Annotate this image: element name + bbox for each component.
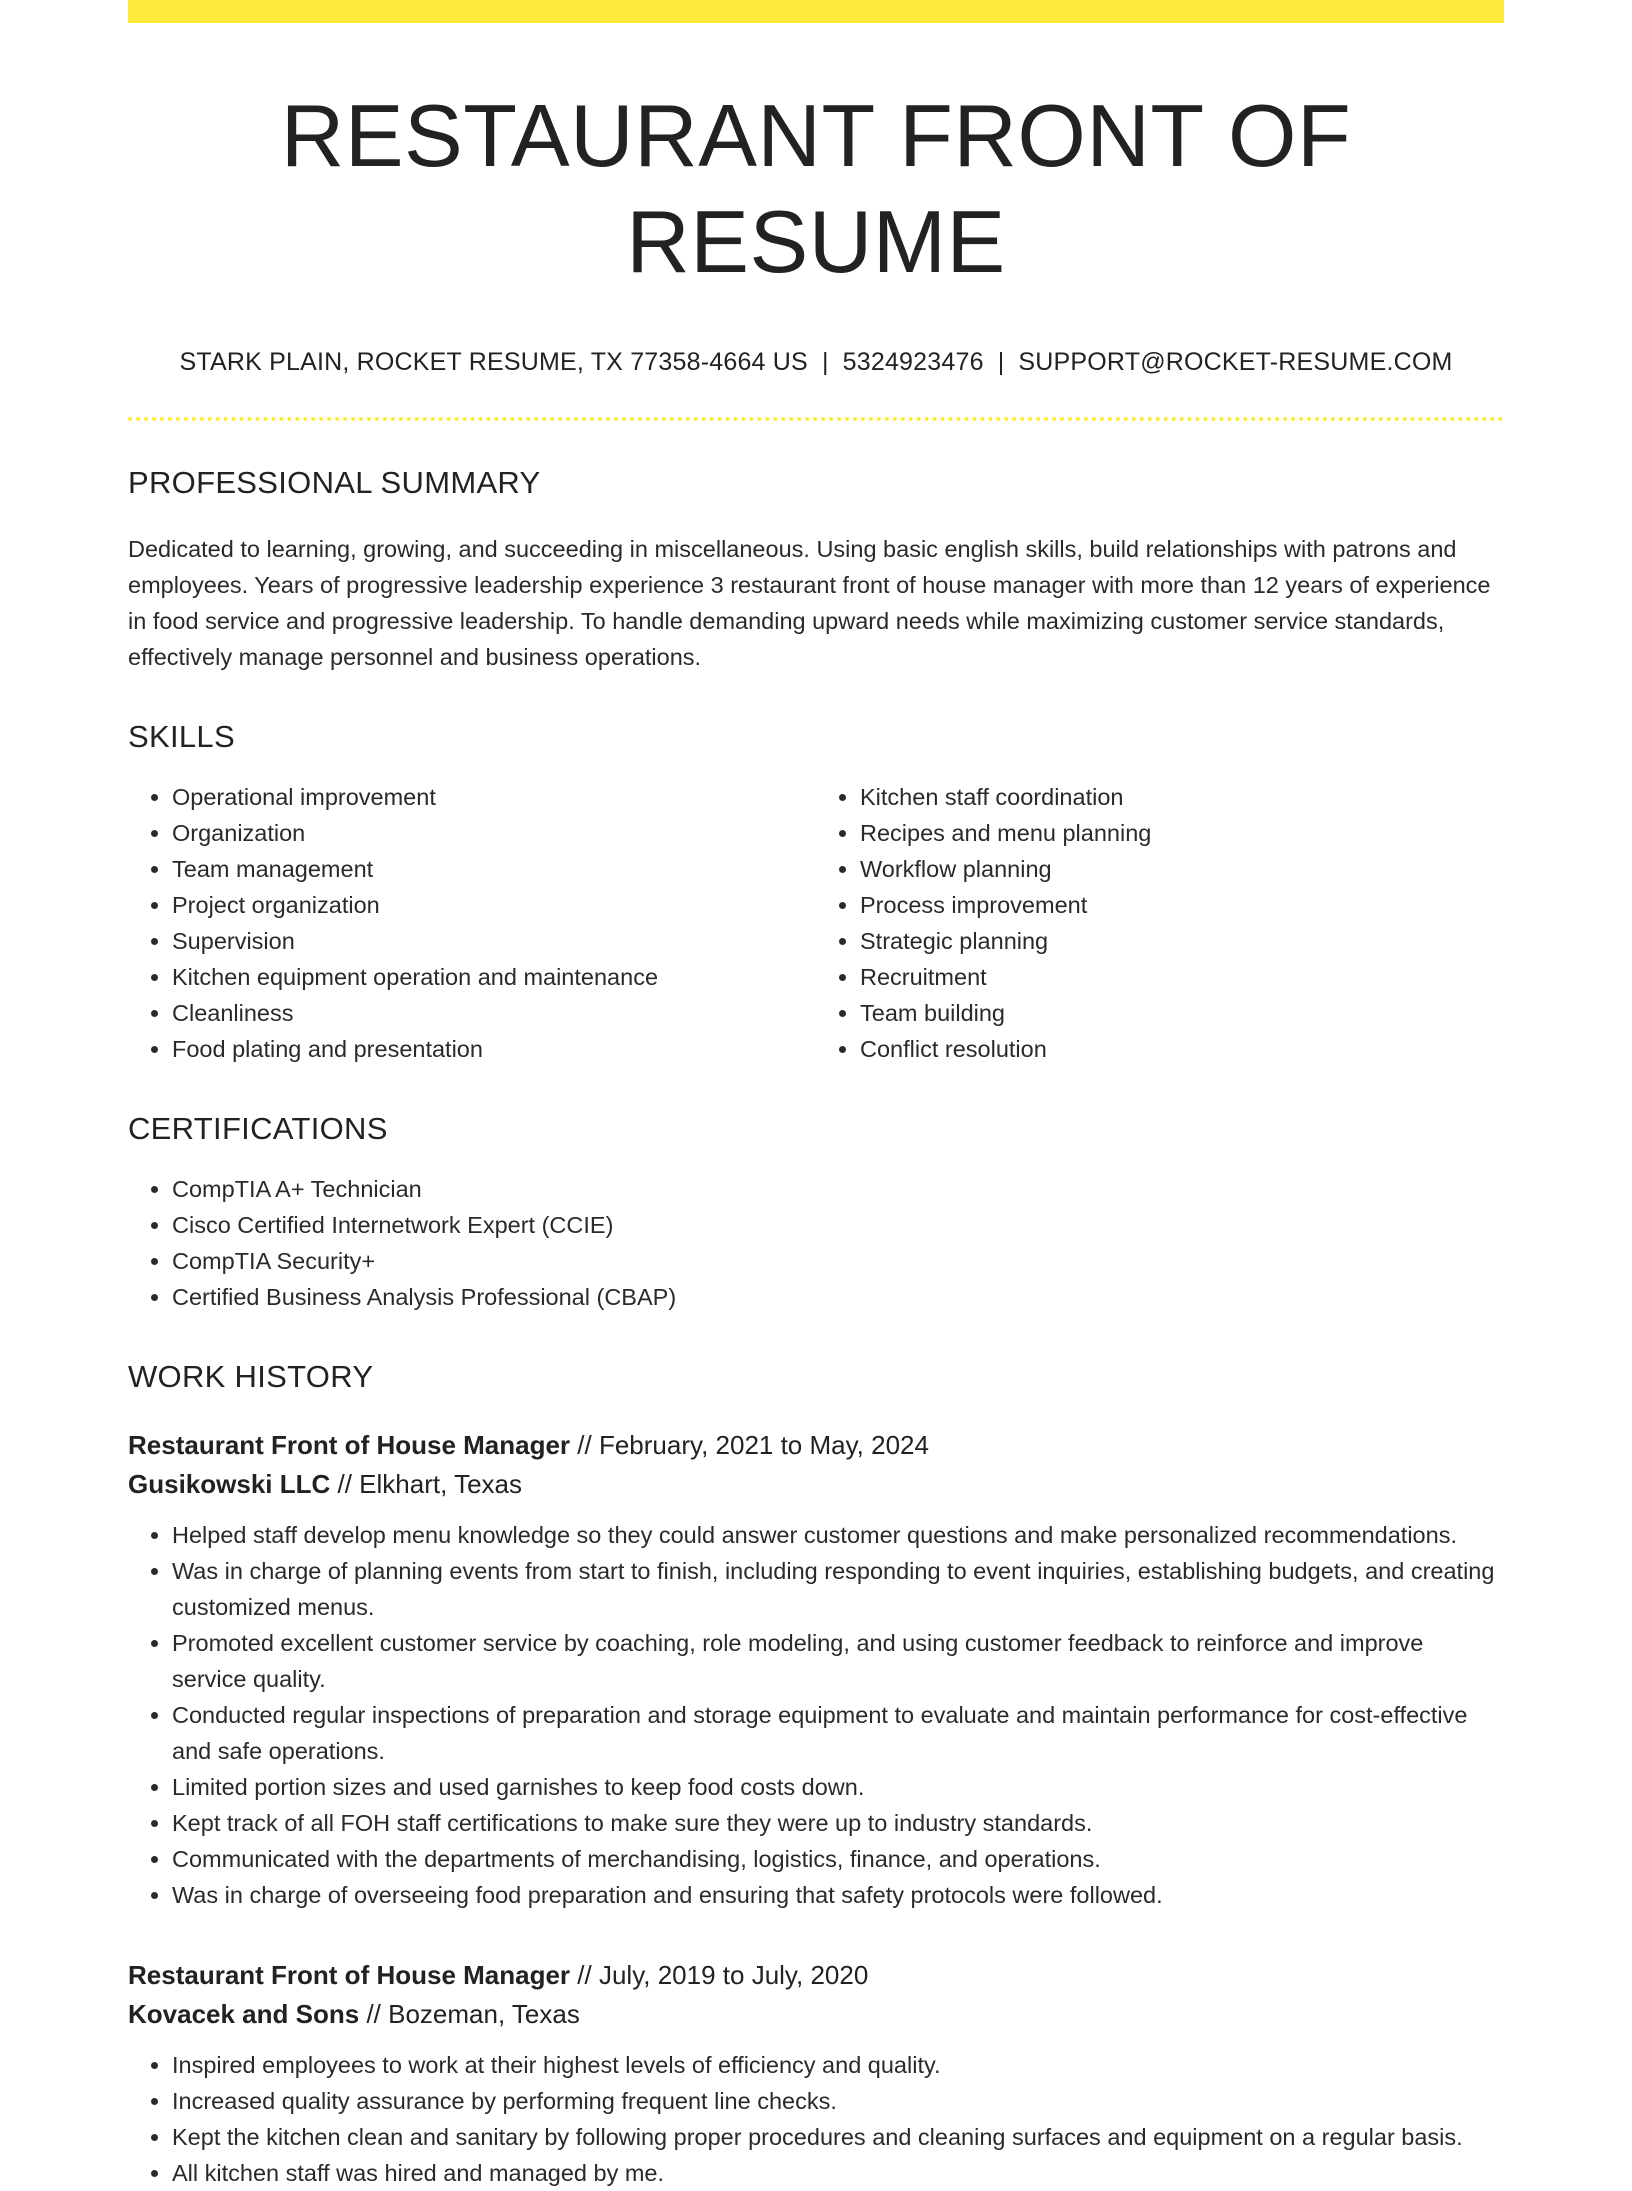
job-bullet: • Limited portion sizes and used garnishes to keep food costs down.	[172, 1769, 1504, 1805]
job-bullet: • Kept the kitchen clean and sanitary by following proper procedures and cleaning surfaces and equipment on a regular basis.	[172, 2119, 1504, 2155]
job-entry	[128, 1955, 1504, 2191]
job-bullet: • Communicated with the departments of merchandising, logistics, finance, and operations.	[172, 1841, 1504, 1877]
job-company: Kovacek and Sons	[128, 1999, 360, 2030]
skill-item: • Cleanliness	[172, 995, 816, 1031]
contact-separator: |	[821, 348, 829, 377]
skill-item: • Process improvement	[860, 887, 1504, 923]
skills-list-right	[816, 779, 1504, 1067]
job-bullet: • Increased quality assurance by performing frequent line checks.	[172, 2083, 1504, 2119]
dotted-divider	[128, 417, 1504, 421]
summary-text: Dedicated to learning, growing, and succeeding in miscellaneous. Using basic english skills, build relationships with patrons and employees. Years of progressive leadership experience 3 restaurant front of house manager with more than 12 years of experience in food service and progressive leadership. To handle demanding upward needs while maximizing customer service standards, effectively manage personnel and business operations.	[128, 536, 1491, 671]
job-location: // Bozeman, Texas	[366, 1999, 580, 2030]
job-bullet: • All kitchen staff was hired and managed by me.	[172, 2155, 1504, 2191]
work-history-heading: WORK HISTORY	[128, 1359, 374, 1395]
certification-item: • CompTIA A+ Technician	[172, 1171, 1504, 1207]
job-dates: // July, 2019 to July, 2020	[577, 1960, 869, 1991]
job-company-line	[128, 1465, 1504, 1503]
summary-heading: PROFESSIONAL SUMMARY	[128, 465, 541, 501]
skill-item: • Operational improvement	[172, 779, 816, 815]
certifications-heading: CERTIFICATIONS	[128, 1111, 388, 1147]
top-accent-bar	[128, 0, 1504, 23]
job-title-line	[128, 1425, 1504, 1465]
skill-item: • Conflict resolution	[860, 1031, 1504, 1067]
skill-item: • Team management	[172, 851, 816, 887]
job-bullet: • Was in charge of planning events from start to finish, including responding to event inquiries, establishing budgets, and creating customized menus.	[172, 1553, 1504, 1625]
job-dates: // February, 2021 to May, 2024	[577, 1430, 929, 1461]
job-bullet: • Kept track of all FOH staff certifications to make sure they were up to industry standards.	[172, 1805, 1504, 1841]
skills-list-left	[128, 779, 816, 1067]
skill-item: • Kitchen equipment operation and maintenance	[172, 959, 816, 995]
job-bullet: • Promoted excellent customer service by coaching, role modeling, and using customer feedback to reinforce and improve service quality.	[172, 1625, 1504, 1697]
job-company: Gusikowski LLC	[128, 1469, 331, 1500]
certification-item: • Cisco Certified Internetwork Expert (CCIE)	[172, 1207, 1504, 1243]
skill-item: • Team building	[860, 995, 1504, 1031]
job-title: Restaurant Front of House Manager	[128, 1430, 571, 1461]
contact-email: SUPPORT@ROCKET-RESUME.COM	[1018, 348, 1453, 377]
certification-item: • CompTIA Security+	[172, 1243, 1504, 1279]
contact-phone: 5324923476	[842, 348, 984, 377]
skill-item: • Strategic planning	[860, 923, 1504, 959]
contact-line	[128, 348, 1504, 377]
skill-item: • Food plating and presentation	[172, 1031, 816, 1067]
skill-item: • Supervision	[172, 923, 816, 959]
job-location: // Elkhart, Texas	[337, 1469, 522, 1500]
job-title-line	[128, 1955, 1504, 1995]
skill-item: • Kitchen staff coordination	[860, 779, 1504, 815]
skills-heading: SKILLS	[128, 719, 235, 755]
job-bullet: • Helped staff develop menu knowledge so they could answer customer questions and make personalized recommendations.	[172, 1517, 1504, 1553]
job-bullet: • Conducted regular inspections of preparation and storage equipment to evaluate and maintain performance for cost-effective and safe operations.	[172, 1697, 1504, 1769]
skill-item: • Recruitment	[860, 959, 1504, 995]
job-bullets	[128, 1517, 1504, 1913]
skill-item: • Workflow planning	[860, 851, 1504, 887]
job-entry	[128, 1425, 1504, 1913]
resume-name: RESTAURANT FRONT OF RESUME	[280, 86, 1352, 291]
resume-page	[128, 0, 1504, 2191]
skill-item: • Recipes and menu planning	[860, 815, 1504, 851]
certifications-list	[128, 1171, 1504, 1315]
contact-address: STARK PLAIN, ROCKET RESUME, TX 77358-4664 US	[179, 348, 808, 377]
job-company-line	[128, 1995, 1504, 2033]
certification-item: • Certified Business Analysis Professional (CBAP)	[172, 1279, 1504, 1315]
job-bullet: • Inspired employees to work at their highest levels of efficiency and quality.	[172, 2047, 1504, 2083]
job-bullet: • Was in charge of overseeing food preparation and ensuring that safety protocols were followed.	[172, 1877, 1504, 1913]
skill-item: • Organization	[172, 815, 816, 851]
contact-separator: |	[997, 348, 1005, 377]
skills-columns	[128, 779, 1504, 1067]
job-title: Restaurant Front of House Manager	[128, 1960, 571, 1991]
skill-item: • Project organization	[172, 887, 816, 923]
job-bullets	[128, 2047, 1504, 2191]
